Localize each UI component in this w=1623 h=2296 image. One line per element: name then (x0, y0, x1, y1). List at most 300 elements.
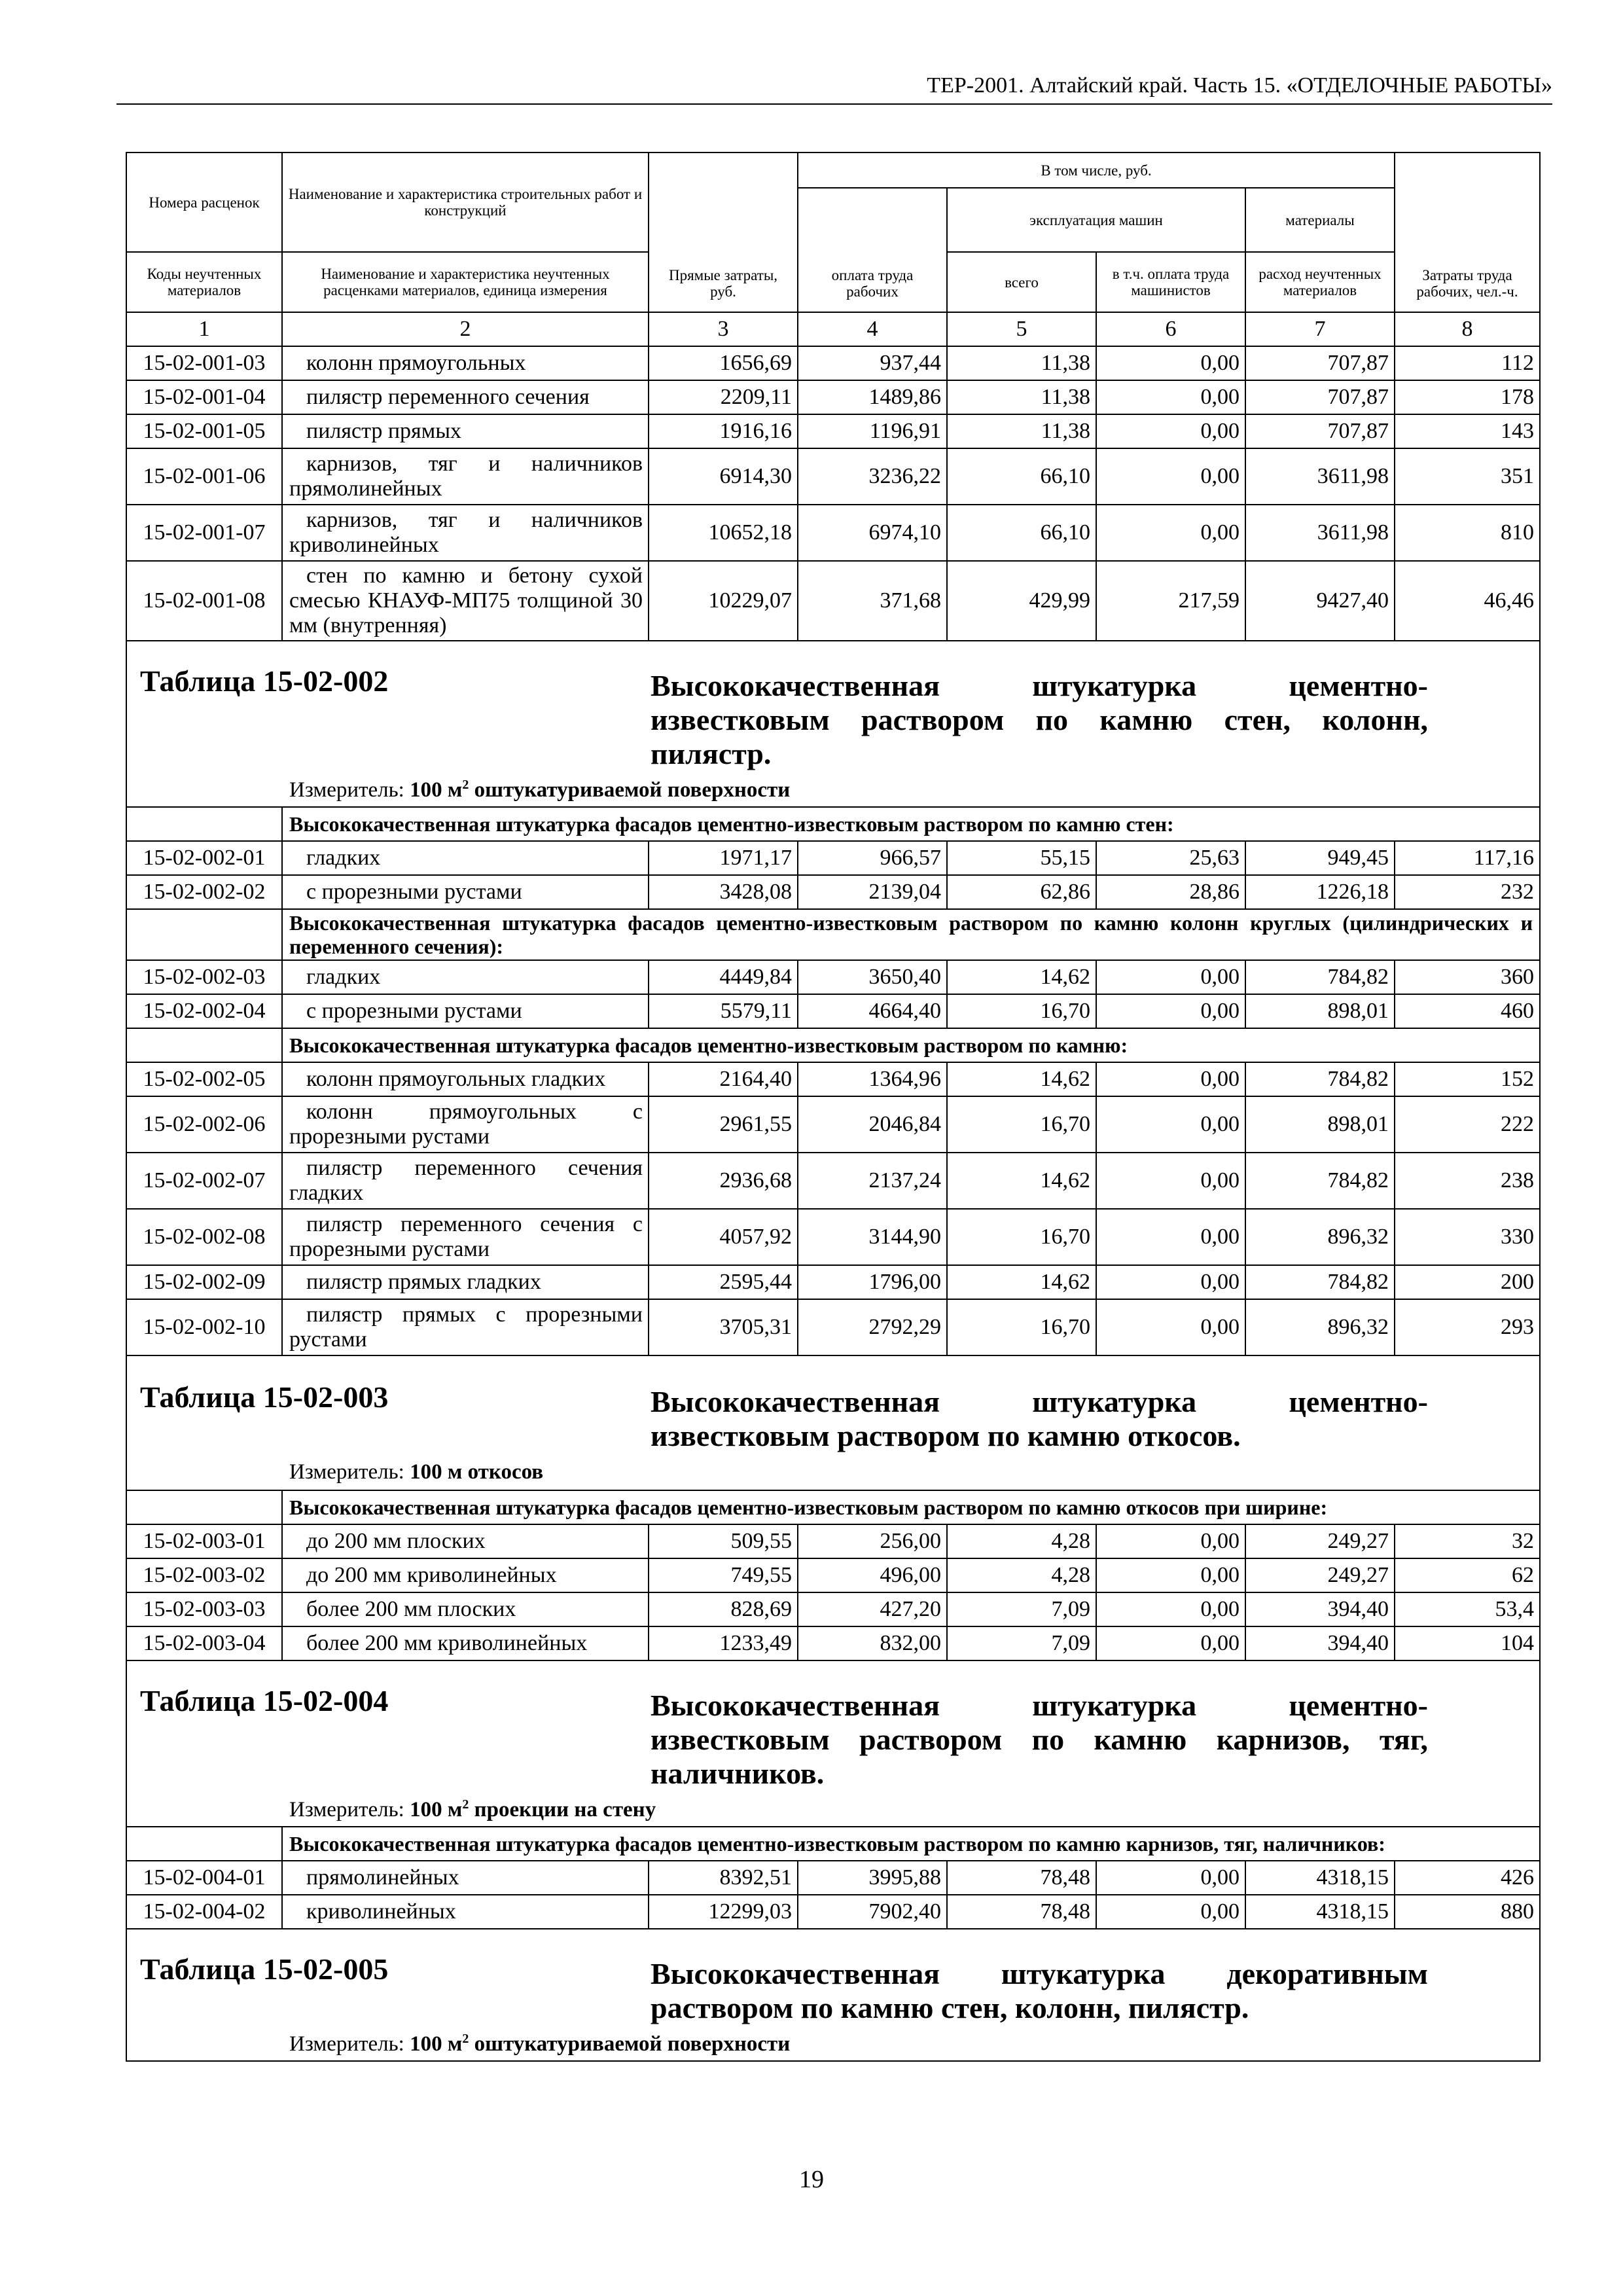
table-title-block (126, 1660, 1540, 1827)
work-name-text: пилястр переменного сечения (306, 385, 590, 409)
labor-cost: 6974,10 (798, 505, 947, 561)
section-heading-spacer (126, 807, 282, 841)
table-title-row (126, 1660, 1540, 1827)
work-name (282, 875, 649, 909)
machines-total: 16,70 (947, 1299, 1096, 1355)
measure-unit-value-a: 100 м откосов (410, 1460, 544, 1484)
labor-hours: 810 (1395, 505, 1540, 561)
work-name (282, 1626, 649, 1660)
machinist-labor: 0,00 (1096, 960, 1245, 994)
materials-cost: 707,87 (1245, 380, 1395, 414)
work-name (282, 960, 649, 994)
labor-cost: 3650,40 (798, 960, 947, 994)
work-name-text: колонн прямоугольных с прорезными рустами (289, 1100, 643, 1149)
rate-code: 15-02-001-07 (126, 505, 282, 561)
table-title-block (126, 1355, 1540, 1490)
labor-cost: 427,20 (798, 1592, 947, 1626)
machines-total: 7,09 (947, 1592, 1096, 1626)
direct-cost: 1233,49 (649, 1626, 798, 1660)
table-title-row (126, 1929, 1540, 2061)
work-name-text: гладких (306, 965, 381, 989)
rate-code: 15-02-002-03 (126, 960, 282, 994)
labor-hours: 426 (1395, 1861, 1540, 1895)
section-heading: Высококачественная штукатурка фасадов цементно-известковым раствором по камню стен: (282, 807, 1540, 841)
work-name (282, 1592, 649, 1626)
header-col5: всего (947, 252, 1096, 312)
direct-cost: 509,55 (649, 1524, 798, 1558)
header-col2-bottom: Наименование и характеристика неучтенных расценками материалов, единица измерения (282, 252, 649, 312)
labor-hours: 200 (1395, 1265, 1540, 1299)
materials-cost: 707,87 (1245, 346, 1395, 380)
materials-cost: 4318,15 (1245, 1895, 1395, 1929)
table-row (126, 1062, 1540, 1096)
materials-cost: 394,40 (1245, 1592, 1395, 1626)
labor-hours: 351 (1395, 448, 1540, 505)
labor-cost: 1489,86 (798, 380, 947, 414)
materials-cost: 784,82 (1245, 1265, 1395, 1299)
machines-total: 66,10 (947, 448, 1096, 505)
rate-code: 15-02-001-06 (126, 448, 282, 505)
rate-code: 15-02-001-05 (126, 414, 282, 448)
header-row-1 (126, 152, 1540, 188)
work-name (282, 380, 649, 414)
machines-total: 16,70 (947, 1096, 1096, 1153)
work-name (282, 414, 649, 448)
machines-total: 16,70 (947, 1209, 1096, 1265)
column-number: 8 (1395, 312, 1540, 346)
column-number: 3 (649, 312, 798, 346)
rate-code: 15-02-001-08 (126, 561, 282, 641)
direct-cost: 4057,92 (649, 1209, 798, 1265)
table-row (126, 1153, 1540, 1209)
header-col3: Прямые затраты, руб. (649, 152, 798, 312)
rate-code: 15-02-002-09 (126, 1265, 282, 1299)
labor-cost: 2137,24 (798, 1153, 947, 1209)
machinist-labor: 0,00 (1096, 1895, 1245, 1929)
work-name-text: гладких (306, 846, 381, 870)
section-heading-spacer (126, 909, 282, 960)
machines-total: 11,38 (947, 346, 1096, 380)
measure-unit (289, 2025, 1539, 2059)
table-number: Таблица 15-02-003 (140, 1380, 389, 1414)
materials-cost: 784,82 (1245, 1153, 1395, 1209)
rate-code: 15-02-003-02 (126, 1558, 282, 1592)
labor-cost: 832,00 (798, 1626, 947, 1660)
materials-cost: 3611,98 (1245, 448, 1395, 505)
rate-code: 15-02-001-04 (126, 380, 282, 414)
rate-code: 15-02-001-03 (126, 346, 282, 380)
table-row (126, 1895, 1540, 1929)
machinist-labor: 0,00 (1096, 380, 1245, 414)
materials-cost: 784,82 (1245, 1062, 1395, 1096)
work-name-text: до 200 мм криволинейных (306, 1563, 557, 1587)
table-title-block (126, 641, 1540, 807)
work-name-text: пилястр прямых с прорезными рустами (289, 1302, 643, 1352)
section-heading-row (126, 1827, 1540, 1861)
table-number: Таблица 15-02-004 (140, 1684, 389, 1717)
table-title: Высококачественная штукатурка декоративным раствором по камню стен, колонн, пилястр. (651, 1957, 1428, 2024)
work-name-text: криволинейных (306, 1899, 456, 1924)
section-heading: Высококачественная штукатурка фасадов цементно-известковым раствором по камню: (282, 1028, 1540, 1062)
machines-total: 55,15 (947, 841, 1096, 875)
table-title: Высококачественная штукатурка цементно-известковым раствором по камню карнизов, тяг, наличников. (651, 1689, 1428, 1790)
measure-unit-value-b: проекции на стену (474, 1798, 656, 1821)
column-number: 6 (1096, 312, 1245, 346)
measure-unit-value-a: 100 м (410, 2032, 463, 2056)
labor-cost: 1796,00 (798, 1265, 947, 1299)
measure-unit-sup: 2 (462, 2032, 469, 2046)
header-machines: эксплуатация машин (947, 188, 1245, 252)
rate-code: 15-02-002-06 (126, 1096, 282, 1153)
measure-unit-value (410, 2032, 790, 2056)
rate-code: 15-02-004-02 (126, 1895, 282, 1929)
machines-total: 11,38 (947, 380, 1096, 414)
work-name-text: более 200 мм плоских (306, 1597, 516, 1621)
materials-cost: 1226,18 (1245, 875, 1395, 909)
materials-cost: 3611,98 (1245, 505, 1395, 561)
machines-total: 14,62 (947, 1062, 1096, 1096)
table-number: Таблица 15-02-005 (140, 1952, 389, 1986)
labor-cost: 3144,90 (798, 1209, 947, 1265)
price-table (126, 152, 1541, 2062)
rate-code: 15-02-002-04 (126, 994, 282, 1028)
labor-cost: 937,44 (798, 346, 947, 380)
work-name (282, 1558, 649, 1592)
direct-cost: 3428,08 (649, 875, 798, 909)
materials-cost: 898,01 (1245, 1096, 1395, 1153)
column-number: 1 (126, 312, 282, 346)
section-heading-row (126, 1490, 1540, 1524)
header-col2-top: Наименование и характеристика строительных работ и конструкций (282, 152, 649, 252)
materials-cost: 9427,40 (1245, 561, 1395, 641)
materials-cost: 707,87 (1245, 414, 1395, 448)
machinist-labor: 0,00 (1096, 414, 1245, 448)
direct-cost: 1656,69 (649, 346, 798, 380)
table-title-wrap (127, 1359, 1539, 1487)
section-heading-row (126, 807, 1540, 841)
rate-code: 15-02-002-01 (126, 841, 282, 875)
column-number: 2 (282, 312, 649, 346)
table-row (126, 875, 1540, 909)
work-name (282, 1299, 649, 1355)
table-number: Таблица 15-02-002 (140, 664, 389, 698)
measure-unit-value (410, 1798, 656, 1821)
labor-cost: 2792,29 (798, 1299, 947, 1355)
machines-total: 78,48 (947, 1895, 1096, 1929)
machinist-labor: 217,59 (1096, 561, 1245, 641)
machines-total: 429,99 (947, 561, 1096, 641)
table-row (126, 448, 1540, 505)
table-title-wrap (127, 1662, 1539, 1825)
header-col1-bottom: Коды неучтенных материалов (126, 252, 282, 312)
machinist-labor: 25,63 (1096, 841, 1245, 875)
labor-hours: 222 (1395, 1096, 1540, 1153)
materials-cost: 784,82 (1245, 960, 1395, 994)
section-heading: Высококачественная штукатурка фасадов цементно-известковым раствором по камню колонн круглых (цилиндрических и переменного сечения): (282, 909, 1540, 960)
labor-hours: 293 (1395, 1299, 1540, 1355)
machines-total: 78,48 (947, 1861, 1096, 1895)
labor-hours: 232 (1395, 875, 1540, 909)
labor-hours: 178 (1395, 380, 1540, 414)
labor-hours: 143 (1395, 414, 1540, 448)
materials-cost: 896,32 (1245, 1209, 1395, 1265)
labor-cost: 3236,22 (798, 448, 947, 505)
work-name (282, 841, 649, 875)
column-number: 4 (798, 312, 947, 346)
machinist-labor: 0,00 (1096, 1558, 1245, 1592)
table-row (126, 841, 1540, 875)
table-row (126, 561, 1540, 641)
machines-total: 16,70 (947, 994, 1096, 1028)
measure-unit-label: Измеритель: (289, 1460, 404, 1484)
table-row (126, 1265, 1540, 1299)
measure-unit-sup: 2 (462, 778, 469, 792)
direct-cost: 3705,31 (649, 1299, 798, 1355)
section-heading-row (126, 909, 1540, 960)
labor-hours: 152 (1395, 1062, 1540, 1096)
work-name (282, 561, 649, 641)
work-name-text: прямолинейных (306, 1865, 459, 1890)
work-name-text: колонн прямоугольных гладких (306, 1067, 606, 1091)
machinist-labor: 0,00 (1096, 1626, 1245, 1660)
direct-cost: 5579,11 (649, 994, 798, 1028)
materials-cost: 394,40 (1245, 1626, 1395, 1660)
measure-unit-label: Измеритель: (289, 1798, 404, 1821)
machines-total: 14,62 (947, 960, 1096, 994)
work-name-text: более 200 мм криволинейных (306, 1631, 588, 1655)
section-heading-spacer (126, 1028, 282, 1062)
work-name-text: пилястр прямых (306, 419, 462, 443)
header-col8: Затраты труда рабочих, чел.-ч. (1395, 152, 1540, 312)
section-heading: Высококачественная штукатурка фасадов цементно-известковым раствором по камню откосов при ширине: (282, 1490, 1540, 1524)
table-row (126, 1096, 1540, 1153)
labor-cost: 3995,88 (798, 1861, 947, 1895)
direct-cost: 8392,51 (649, 1861, 798, 1895)
measure-unit-value (410, 1460, 543, 1484)
direct-cost: 1971,17 (649, 841, 798, 875)
measure-unit-sup: 2 (462, 1797, 469, 1812)
materials-cost: 4318,15 (1245, 1861, 1395, 1895)
machinist-labor: 0,00 (1096, 1096, 1245, 1153)
work-name (282, 1096, 649, 1153)
labor-hours: 46,46 (1395, 561, 1540, 641)
table-title-block (126, 1929, 1540, 2061)
machinist-labor: 28,86 (1096, 875, 1245, 909)
work-name (282, 1153, 649, 1209)
table-title-wrap (127, 643, 1539, 805)
table-title: Высококачественная штукатурка цементно-известковым раствором по камню стен, колонн, пилястр. (651, 669, 1428, 770)
machines-total: 7,09 (947, 1626, 1096, 1660)
labor-hours: 330 (1395, 1209, 1540, 1265)
labor-hours: 112 (1395, 346, 1540, 380)
work-name-text: пилястр переменного сечения с прорезными рустами (289, 1212, 643, 1261)
machines-total: 14,62 (947, 1265, 1096, 1299)
machinist-labor: 0,00 (1096, 1299, 1245, 1355)
rate-code: 15-02-002-05 (126, 1062, 282, 1096)
rate-code: 15-02-004-01 (126, 1861, 282, 1895)
column-number: 7 (1245, 312, 1395, 346)
work-name-text: до 200 мм плоских (306, 1529, 486, 1553)
labor-cost: 2139,04 (798, 875, 947, 909)
work-name-text: карнизов, тяг и наличников прямолинейных (289, 452, 643, 501)
work-name (282, 1062, 649, 1096)
direct-cost: 10652,18 (649, 505, 798, 561)
labor-cost: 1364,96 (798, 1062, 947, 1096)
labor-cost: 371,68 (798, 561, 947, 641)
labor-hours: 104 (1395, 1626, 1540, 1660)
measure-unit-label: Измеритель: (289, 2032, 404, 2056)
machinist-labor: 0,00 (1096, 505, 1245, 561)
machinist-labor: 0,00 (1096, 346, 1245, 380)
work-name-text: пилястр прямых гладких (306, 1270, 541, 1294)
header-col7: расход неучтенных материалов (1245, 252, 1395, 312)
machinist-labor: 0,00 (1096, 994, 1245, 1028)
measure-unit-value (410, 778, 790, 802)
work-name (282, 1861, 649, 1895)
direct-cost: 2164,40 (649, 1062, 798, 1096)
labor-hours: 460 (1395, 994, 1540, 1028)
work-name-text: колонн прямоугольных (306, 351, 526, 375)
machinist-labor: 0,00 (1096, 1209, 1245, 1265)
direct-cost: 2595,44 (649, 1265, 798, 1299)
work-name (282, 994, 649, 1028)
machines-total: 14,62 (947, 1153, 1096, 1209)
machines-total: 11,38 (947, 414, 1096, 448)
materials-cost: 949,45 (1245, 841, 1395, 875)
rate-code: 15-02-003-01 (126, 1524, 282, 1558)
header-col6: в т.ч. оплата труда машинистов (1096, 252, 1245, 312)
table-row (126, 1592, 1540, 1626)
header-col1-top: Номера расценок (126, 152, 282, 252)
work-name-text: с прорезными рустами (306, 999, 522, 1023)
direct-cost: 4449,84 (649, 960, 798, 994)
table-row (126, 1861, 1540, 1895)
materials-cost: 249,27 (1245, 1524, 1395, 1558)
direct-cost: 6914,30 (649, 448, 798, 505)
direct-cost: 1916,16 (649, 414, 798, 448)
materials-cost: 896,32 (1245, 1299, 1395, 1355)
work-name (282, 1895, 649, 1929)
labor-cost: 4664,40 (798, 994, 947, 1028)
work-name (282, 1265, 649, 1299)
rate-code: 15-02-002-10 (126, 1299, 282, 1355)
section-heading: Высококачественная штукатурка фасадов цементно-известковым раствором по камню карнизов, тяг, наличников: (282, 1827, 1540, 1861)
measure-unit-value-b: оштукатуриваемой поверхности (474, 778, 791, 802)
machinist-labor: 0,00 (1096, 1592, 1245, 1626)
labor-cost: 496,00 (798, 1558, 947, 1592)
measure-unit-value-a: 100 м (410, 1798, 463, 1821)
running-header: ТЕР-2001. Алтайский край. Часть 15. «ОТДЕЛОЧНЫЕ РАБОТЫ» (116, 73, 1552, 105)
direct-cost: 828,69 (649, 1592, 798, 1626)
materials-cost: 898,01 (1245, 994, 1395, 1028)
header-materials: материалы (1245, 188, 1395, 252)
section-heading-spacer (126, 1827, 282, 1861)
measure-unit (289, 1453, 1539, 1487)
materials-cost: 249,27 (1245, 1558, 1395, 1592)
machines-total: 4,28 (947, 1558, 1096, 1592)
measure-unit (289, 1791, 1539, 1825)
column-number-row (126, 312, 1540, 346)
table-row (126, 505, 1540, 561)
table-row (126, 1209, 1540, 1265)
rate-code: 15-02-003-04 (126, 1626, 282, 1660)
direct-cost: 2961,55 (649, 1096, 798, 1153)
section-heading-row (126, 1028, 1540, 1062)
machinist-labor: 0,00 (1096, 1153, 1245, 1209)
table-row (126, 1524, 1540, 1558)
labor-cost: 2046,84 (798, 1096, 947, 1153)
labor-hours: 53,4 (1395, 1592, 1540, 1626)
work-name-text: пилястр переменного сечения гладких (289, 1156, 643, 1205)
direct-cost: 10229,07 (649, 561, 798, 641)
rate-code: 15-02-003-03 (126, 1592, 282, 1626)
work-name-text: карнизов, тяг и наличников криволинейных (289, 508, 643, 557)
labor-hours: 32 (1395, 1524, 1540, 1558)
labor-hours: 62 (1395, 1558, 1540, 1592)
header-col4: оплата труда рабочих (798, 188, 947, 312)
machinist-labor: 0,00 (1096, 1524, 1245, 1558)
table-title-wrap (127, 1931, 1539, 2059)
machinist-labor: 0,00 (1096, 1861, 1245, 1895)
machines-total: 4,28 (947, 1524, 1096, 1558)
machinist-labor: 0,00 (1096, 1265, 1245, 1299)
table-row (126, 380, 1540, 414)
measure-unit-value-a: 100 м (410, 778, 463, 802)
direct-cost: 749,55 (649, 1558, 798, 1592)
page-number: 19 (799, 2166, 824, 2193)
work-name-text: стен по камню и бетону сухой смесью КНАУФ-МП75 толщиной 30 мм (внутренняя) (289, 564, 643, 637)
machinist-labor: 0,00 (1096, 448, 1245, 505)
table-row (126, 960, 1540, 994)
labor-cost: 1196,91 (798, 414, 947, 448)
table-row (126, 346, 1540, 380)
section-heading-spacer (126, 1490, 282, 1524)
machinist-labor: 0,00 (1096, 1062, 1245, 1096)
direct-cost: 2936,68 (649, 1153, 798, 1209)
rate-code: 15-02-002-07 (126, 1153, 282, 1209)
table-title: Высококачественная штукатурка цементно-известковым раствором по камню откосов. (651, 1385, 1428, 1452)
table-row (126, 1299, 1540, 1355)
labor-cost: 7902,40 (798, 1895, 947, 1929)
table-row (126, 994, 1540, 1028)
measure-unit-label: Измеритель: (289, 778, 404, 802)
labor-hours: 117,16 (1395, 841, 1540, 875)
work-name (282, 505, 649, 561)
rate-code: 15-02-002-08 (126, 1209, 282, 1265)
direct-cost: 12299,03 (649, 1895, 798, 1929)
work-name-text: с прорезными рустами (306, 880, 522, 904)
work-name (282, 1209, 649, 1265)
labor-cost: 966,57 (798, 841, 947, 875)
table-row (126, 414, 1540, 448)
measure-unit (289, 771, 1539, 805)
work-name (282, 448, 649, 505)
direct-cost: 2209,11 (649, 380, 798, 414)
labor-hours: 880 (1395, 1895, 1540, 1929)
measure-unit-value-b: оштукатуриваемой поверхности (474, 2032, 791, 2056)
machines-total: 62,86 (947, 875, 1096, 909)
work-name (282, 346, 649, 380)
labor-cost: 256,00 (798, 1524, 947, 1558)
header-incl: В том числе, руб. (798, 152, 1395, 188)
table-row (126, 1626, 1540, 1660)
column-number: 5 (947, 312, 1096, 346)
table-title-row (126, 1355, 1540, 1490)
labor-hours: 238 (1395, 1153, 1540, 1209)
labor-hours: 360 (1395, 960, 1540, 994)
table-title-row (126, 641, 1540, 807)
rate-code: 15-02-002-02 (126, 875, 282, 909)
